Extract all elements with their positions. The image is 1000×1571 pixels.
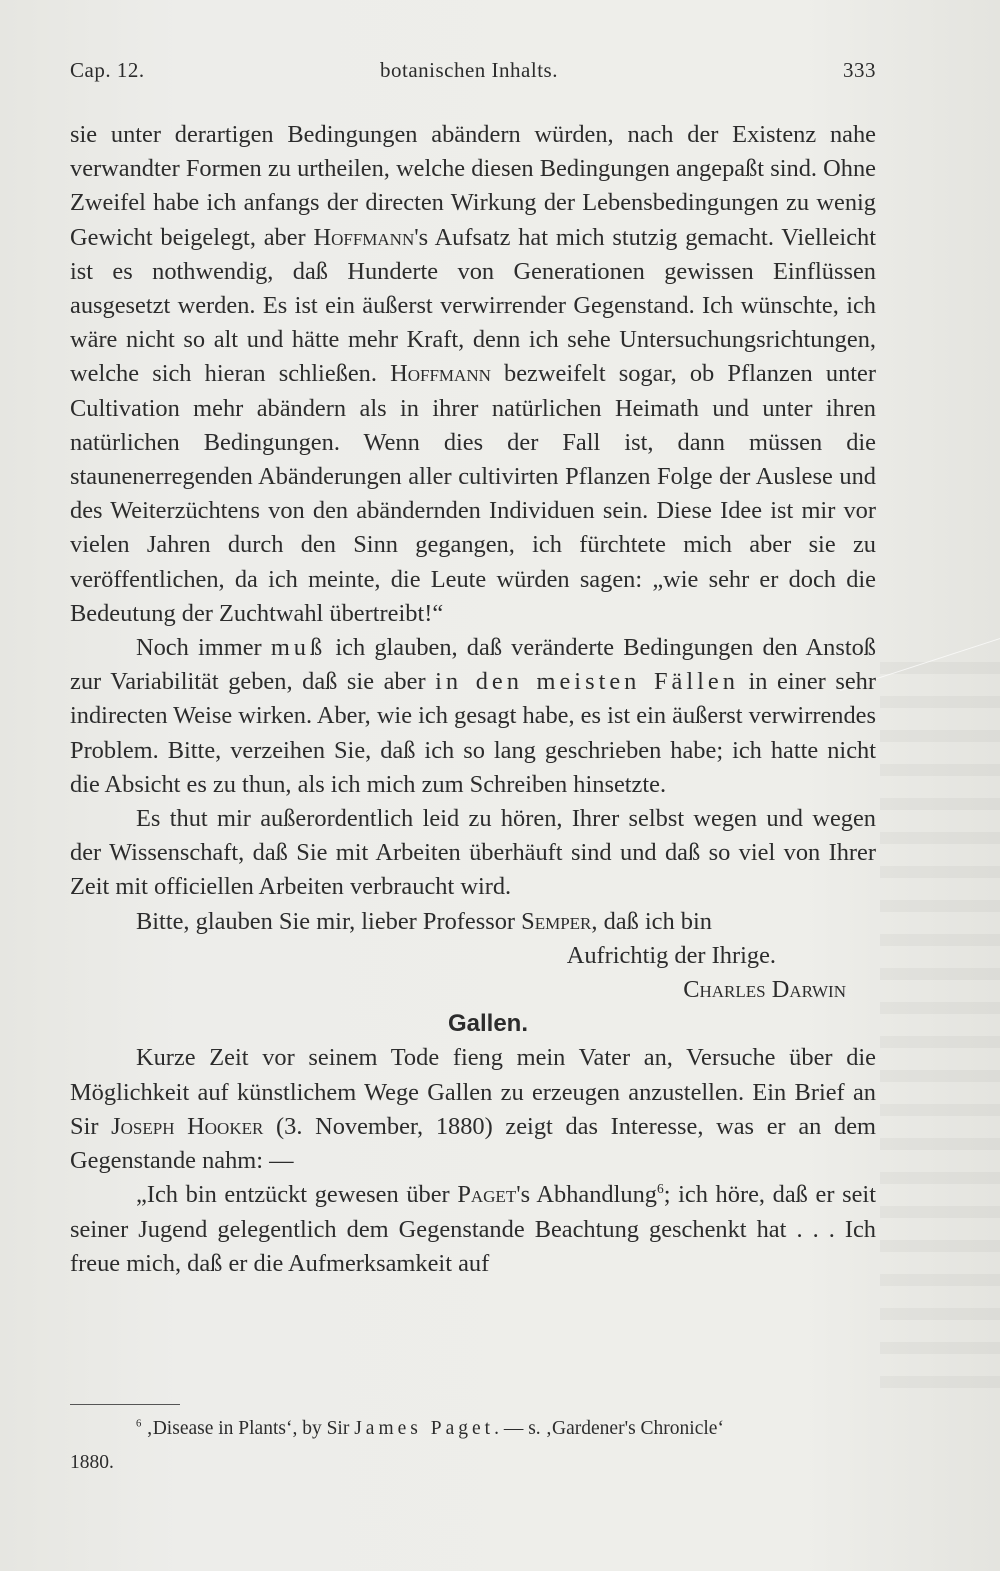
section-heading: Gallen. <box>447 1010 529 1038</box>
paragraph-3: Es thut mir außerordentlich leid zu hören, Ihrer selbst wegen und wegen der Wissenschaft, daß Sie mit Arbeiten überhäuft sind und daß so viel von Ihrer Zeit mit officiellen Arbeiten verbraucht wird. <box>70 805 876 901</box>
name-semper: Semper <box>521 907 592 935</box>
name-hoffmann: Hoffmann <box>390 360 491 388</box>
chapter-label: Cap. 12. <box>70 58 145 82</box>
footnote-divider <box>70 1404 180 1405</box>
closing-line: Aufrichtig der Ihrige. <box>566 941 776 969</box>
footnote-year: 1880. <box>70 1452 114 1473</box>
name-hoffmann: Hoffmann <box>313 223 415 251</box>
footnote-line: $^6$ ‚Disease in Plants‘, by Sir James Paget. — s. ‚Gardener's Chronicle‘ <box>136 1417 724 1439</box>
paragraph-2: Noch immer muß ich glauben, daß veränderte Bedingungen den Anstoß zur Variabilität geben, daß sie aber in den meisten Fällen in einer sehr indirecten Weise wirken. Aber, wie ich gesagt habe, es ist ein äußerst verwirrendes Problem. Bitte, verzeihen Sie, daß ich so lang geschrieben habe; ich hatte nicht die Absicht es zu thun, als ich mich zum Schreiben hinsetzte. <box>70 634 876 798</box>
paragraph-4: Bitte, glauben Sie mir, lieber Professor Semper, daß ich bin <box>136 907 712 935</box>
name-paget: Paget <box>457 1181 517 1209</box>
footnote-mark: 6 <box>136 1417 142 1430</box>
signature: Charles Darwin <box>683 976 846 1004</box>
emphasis-muss: muß <box>270 634 327 662</box>
page-number: 333 <box>843 58 876 82</box>
body-text <box>70 118 876 1281</box>
emphasis-meisten: in den meisten Fällen <box>435 668 739 696</box>
running-title: botanischen Inhalts. <box>380 58 558 82</box>
paragraph-5: Kurze Zeit vor seinem Tode fieng mein Vater an, Versuche über die Möglichkeit auf künstlichem Wege Gallen zu erzeugen anzustellen. Ein Brief an Sir Joseph Hooker (3. November, 1880) zeigt das Interesse, was er an dem Gegenstande nahm: — <box>70 1044 877 1175</box>
paragraph-6: „Ich bin entzückt gewesen über Paget's Abhandlung$^6$; ich höre, daß er seit seiner Jugend gelegentlich dem Gegenstande Beachtung geschenkt hat . . . Ich freue mich, daß er die Aufmerksamkeit auf <box>70 1181 876 1277</box>
paragraph-1: sie unter derartigen Bedingungen abändern würden, nach der Existenz nahe verwandter Formen zu urtheilen, welche diesen Bedingungen angepaßt sind. Ohne Zweifel habe ich anfangs der directen Wirkung der Lebensbedingungen zu wenig Gewicht beigelegt, aber Hoffmann's Aufsatz hat mich stutzig gemacht. Vielleicht ist es nothwendig, daß Hunderte von Generationen gewissen Einflüssen ausgesetzt werden. Es ist ein äußerst verwirrender Gegenstand. Ich wünschte, ich wäre nicht so alt und hätte mehr Kraft, denn ich sehe Untersuchungsrichtungen, welche sich hieran schließen. Hoffmann bezweifelt sogar, ob Pflanzen unter Cultivation mehr abändern als in ihrer natürlichen Heimath und unter ihren natürlichen Bedingungen. Wenn dies der Fall ist, dann müssen die staunenerregenden Abänderungen aller cultivirten Pflanzen Folge der Auslese und des Weiterzüchtens von den abändernden Individuen sein. Diese Idee ist mir vor vielen Jahren durch den Sinn gegangen, ich fürchtete mich aber sie zu veröffentlichen, da ich meinte, die Leute würden sagen: „wie sehr er doch die Bedeutung der Zuchtwahl übertreibt!“ <box>70 121 877 627</box>
footnote-reference[interactable]: 6 <box>656 1181 664 1197</box>
footnote <box>70 1412 876 1480</box>
footnote-author: James Paget <box>354 1418 495 1439</box>
show-through-texture <box>880 640 1000 1400</box>
name-hooker: Joseph Hooker <box>111 1112 264 1140</box>
